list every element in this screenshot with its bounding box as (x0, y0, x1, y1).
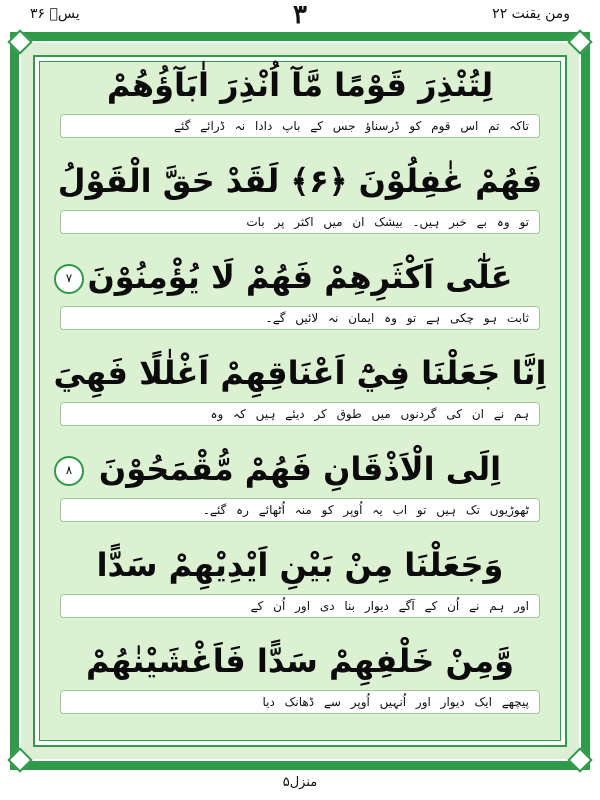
translation-line-1: تاکہ تم اس قوم کو ڈرسناؤ جس کے باپ دادا نہ ڈرائے گئے (60, 114, 540, 138)
arabic-line-6: وَجَعَلْنَا مِنْ بَيْنِ اَيْدِيْهِمْ سَدًّا (96, 546, 504, 584)
translation-line-7: پیچھے ایک دیوار اور اُنہیں اُوپر سے ڈھانک دیا (60, 690, 540, 714)
translation-line-5: ٹھوڑیوں تک ہیں تو اب یہ اُوپر کو منہ اُٹھائے رہ گئے۔ (60, 498, 540, 522)
arabic-line-2: فَهُمْ غٰفِلُوْنَ ﴿۶﴾ لَقَدْ حَقَّ الْقَوْلُ (57, 162, 543, 200)
page-number: ۳ (293, 0, 307, 30)
frame-border-band (19, 41, 581, 761)
page-header (0, 0, 600, 30)
translation-line-2: تو وہ بے خبر ہیں۔ بیشک ان میں اکثر پر بات (60, 210, 540, 234)
manzil-footer: منزل۵ (282, 775, 318, 790)
ayah-marker-8: ۸ (54, 456, 84, 486)
page-frame (10, 32, 590, 770)
arabic-line-4: اِنَّا جَعَلْنَا فِيْٓ اَعْنَاقِهِمْ اَغْلٰلًا فَهِيَ (53, 354, 547, 392)
juz-label: ومن یقنت ۲۲ (492, 6, 570, 22)
page-content (39, 61, 561, 741)
frame-inner-border (33, 55, 567, 747)
arabic-line-7: وَّمِنْ خَلْفِهِمْ سَدًّا فَاَغْشَيْنٰهُمْ (86, 642, 514, 680)
translation-line-6: اور ہم نے اُن کے آگے دیوار بنا دی اور اُن کے (60, 594, 540, 618)
arabic-line-3: عَلٰٓى اَكْثَرِهِمْ فَهُمْ لَا يُؤْمِنُوْنَ (87, 258, 513, 296)
arabic-line-1: لِتُنْذِرَ قَوْمًا مَّآ اُنْذِرَ اٰبَآؤُهُمْ (106, 66, 494, 104)
translation-line-3: ثابت ہو چکی ہے تو وہ ایمان نہ لائیں گے۔ (60, 306, 540, 330)
surah-label: یسؔ ۳۶ (30, 6, 80, 22)
arabic-line-5: اِلَى الْاَذْقَانِ فَهُمْ مُّقْمَحُوْنَ (98, 450, 502, 488)
translation-line-4: ہم نے ان کی گردنوں میں طوق کر دیئے ہیں کہ وہ (60, 402, 540, 426)
ayah-marker-7: ۷ (54, 264, 84, 294)
